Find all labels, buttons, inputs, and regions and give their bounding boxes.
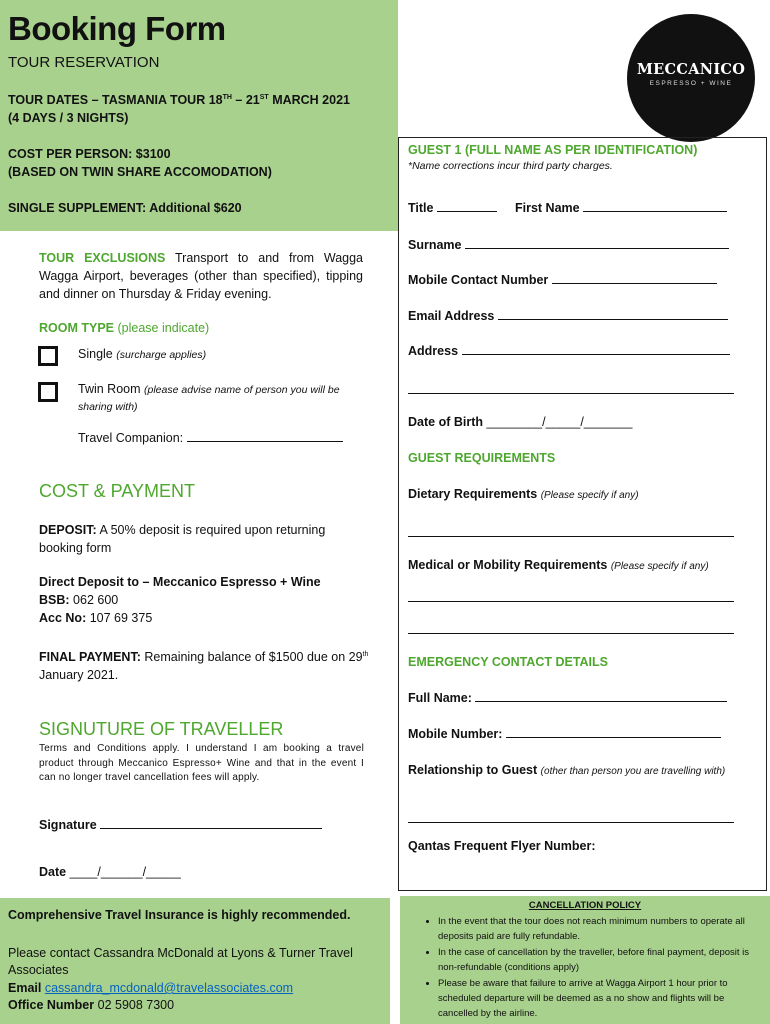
single-room-option: Single (surcharge applies) <box>78 347 207 361</box>
insurance-contact: Please contact Cassandra McDonald at Lyons & Turner Travel Associates <box>8 946 353 977</box>
exclusions-text: Transport to and from Wagga Wagga Airport, beverages (other than specified), tipping and dinner on Thursday & Friday evening. <box>39 251 364 301</box>
meccanico-logo <box>627 14 755 142</box>
cost-per-person: COST PER PERSON: $3100 <box>8 147 171 161</box>
medical-line-1[interactable] <box>408 601 734 602</box>
dietary-label: Dietary Requirements (Please specify if any) <box>408 487 639 501</box>
qantas-field[interactable]: Qantas Frequent Flyer Number: <box>408 839 596 853</box>
guest-note: *Name corrections incur third party charges. <box>408 160 613 172</box>
date-field[interactable]: Date ____/______/_____ <box>39 865 181 879</box>
direct-deposit: Direct Deposit to – Meccanico Espresso + Wine <box>39 575 321 589</box>
cancellation-item: • Please be aware that failure to arrive at Wagga Airport 1 hour prior to scheduled departure will be deemed as a no show and flights will be cancelled by the airline. <box>438 976 762 1021</box>
address-field[interactable]: Address <box>408 344 730 358</box>
room-type-heading: ROOM TYPE (please indicate) <box>39 321 210 335</box>
medical-line-2[interactable] <box>408 633 734 634</box>
page-subtitle: TOUR RESERVATION <box>8 54 160 71</box>
email-address-field[interactable]: Email Address <box>408 309 728 323</box>
medical-label: Medical or Mobility Requirements (Please specify if any) <box>408 558 709 572</box>
relationship-label: Relationship to Guest (other than person you are travelling with) <box>408 763 726 777</box>
signature-heading: SIGNUTURE OF TRAVELLER <box>39 719 284 739</box>
address-line-2[interactable] <box>408 393 734 394</box>
account-info: Acc No: 107 69 375 <box>39 611 153 625</box>
dietary-line[interactable] <box>408 536 734 537</box>
guest-requirements-heading: GUEST REQUIREMENTS <box>408 451 556 465</box>
cancellation-item: • In the case of cancellation by the traveller, before final payment, deposit is non-refundable (conditions apply) <box>438 945 762 975</box>
final-payment: FINAL PAYMENT: Remaining balance of $1500 due on 29th January 2021. <box>39 650 369 683</box>
surname-field[interactable]: Surname <box>408 238 729 252</box>
twin-room-checkbox[interactable] <box>38 382 58 402</box>
cancellation-list <box>400 914 762 1022</box>
cancellation-item: • In the event that the tour does not reach minimum numbers to operate all deposits paid are fully refundable. <box>438 914 762 944</box>
twin-share-note: (BASED ON TWIN SHARE ACCOMODATION) <box>8 165 272 179</box>
insurance-recommendation: Comprehensive Travel Insurance is highly recommended. <box>8 908 351 922</box>
twin-room-option: Twin Room (please advise name of person you will be sharing with) <box>78 382 340 413</box>
tour-exclusions <box>39 249 363 303</box>
travel-companion-field[interactable]: Travel Companion: <box>78 431 343 445</box>
email-link[interactable]: cassandra_mcdonald@travelassociates.com <box>44 981 294 995</box>
logo-tagline: ESPRESSO + WINE <box>649 80 733 87</box>
mobile-contact-field[interactable]: Mobile Contact Number <box>408 273 717 287</box>
emergency-mobile-field[interactable]: Mobile Number: <box>408 727 721 741</box>
emergency-full-name-field[interactable]: Full Name: <box>408 691 727 705</box>
cancellation-heading: CANCELLATION POLICY <box>528 900 642 911</box>
deposit-info: DEPOSIT: A 50% deposit is required upon returning booking form <box>39 523 326 555</box>
tour-dates: TOUR DATES – TASMANIA TOUR 18TH – 21ST MARCH 2021 <box>8 93 350 107</box>
exclusions-label: TOUR EXCLUSIONS <box>39 251 166 265</box>
signature-field[interactable]: Signature <box>39 818 322 832</box>
guest-heading: GUEST 1 (FULL NAME AS PER IDENTIFICATION) <box>408 143 698 157</box>
single-room-checkbox[interactable] <box>38 346 58 366</box>
date-of-birth-field[interactable]: Date of Birth ________/_____/_______ <box>408 415 633 429</box>
title-field[interactable]: Title <box>408 201 497 215</box>
single-supplement: SINGLE SUPPLEMENT: Additional $620 <box>8 201 242 215</box>
insurance-phone: Office Number 02 5908 7300 <box>8 998 175 1012</box>
relationship-line[interactable] <box>408 822 734 823</box>
logo-name: MECCANICO <box>636 61 746 78</box>
first-name-field[interactable]: First Name <box>515 201 727 215</box>
page-title: Booking Form <box>8 10 226 47</box>
insurance-email: Email cassandra_mcdonald@travelassociates.com <box>8 981 294 995</box>
terms-text: Terms and Conditions apply. I understand I am booking a travel product through Meccanico Espresso+ Wine and that in the event I can no longer travel cancellation fees will apply. <box>39 743 364 783</box>
cost-payment-heading: COST & PAYMENT <box>39 481 196 501</box>
bsb-info: BSB: 062 600 <box>39 593 119 607</box>
emergency-heading: EMERGENCY CONTACT DETAILS <box>408 655 609 669</box>
tour-duration: (4 DAYS / 3 NIGHTS) <box>8 111 129 125</box>
